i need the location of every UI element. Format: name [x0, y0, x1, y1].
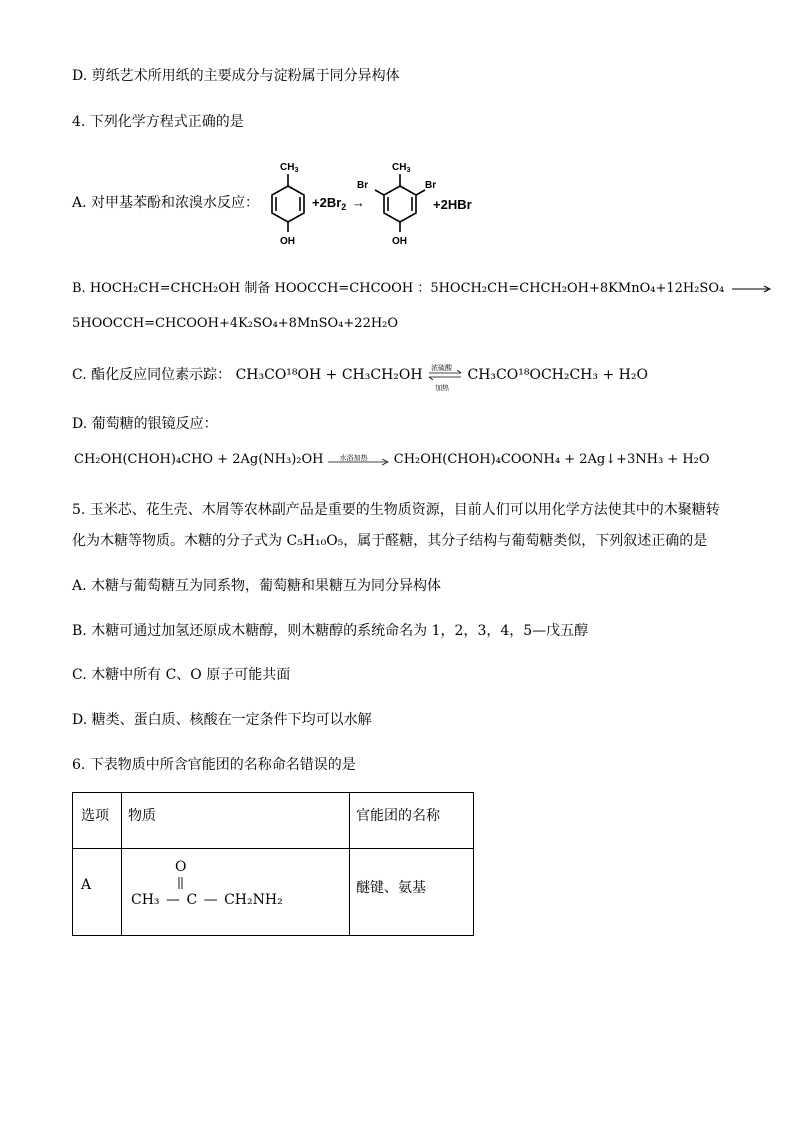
table-header-option: 选项 [81, 808, 109, 824]
q4-option-b-line1: B. HOCH₂CH=CHCH₂OH 制备 HOOCCH=CHCOOH ：5HOCH₂CH=CHCH₂OH+8KMnO₄+12H₂SO₄ [72, 279, 772, 299]
q4-option-a-product-hbr: +2HBr [433, 197, 472, 212]
carbonyl-oxygen: O [175, 859, 187, 875]
q4-option-d-equation: CH₂OH(CHOH)₄CHO + 2Ag(NH₃)₂OH 水浴加热 CH₂OH(CHOH)₄COONH₄ + 2Ag↓+3NH₃ + H₂O [74, 452, 710, 467]
q5-option-b: B. 木糖可通过加氢还原成木糖醇，则木糖醇的系统命名为 1，2，3，4，5—戊五醇 [72, 623, 589, 639]
condition-arrow-icon: 水浴加热 [328, 453, 390, 467]
table-header-substance: 物质 [128, 808, 156, 824]
q5-option-a: A. 木糖与葡萄糖互为同系物，葡萄糖和果糖互为同分异构体 [72, 578, 442, 594]
dibromo-cresol-structure [355, 156, 445, 248]
q5-option-d: D. 糖类、蛋白质、核酸在一定条件下均可以水解 [72, 712, 372, 728]
table-header-row [73, 793, 474, 849]
mol-label-ch3: $CH_3$ [280, 162, 299, 174]
q5-stem-line2: 化为木糖等物质。木糖的分子式为 C₅H₁₀O₅，属于醛糖，其分子结构与葡萄糖类似，下列叙述正确的是 [72, 533, 708, 549]
formula-main-chain: CH₃ — C — CH₂NH₂ [131, 892, 283, 908]
mol-label-oh: OH [280, 236, 295, 247]
q6-stem: 6. 下表物质中所含官能团的名称命名错误的是 [72, 757, 356, 773]
q5-option-c: C. 木糖中所有 C、O 原子可能共面 [72, 667, 291, 683]
q4-option-a-label: A. 对甲基苯酚和浓溴水反应： [72, 195, 260, 211]
q6-table [72, 792, 474, 936]
q4-option-b-line2: 5HOOCCH=CHCOOH+4K₂SO₄+8MnSO₄+22H₂O [72, 316, 399, 331]
mol2-label-oh: OH [392, 236, 407, 247]
mol2-label-br-left: Br [357, 180, 369, 191]
mol2-label-ch3: $CH_3$ [392, 162, 411, 174]
q4-stem: 4. 下列化学方程式正确的是 [72, 114, 244, 130]
table-header-group-name: 官能团的名称 [356, 808, 440, 824]
mol2-label-br-right: Br [425, 180, 437, 191]
q4-option-c: C. 酯化反应同位素示踪： CH₃CO¹⁸OH + CH₃CH₂OH 浓硫酸 加热 CH₃CO¹⁸OCH₂CH₃ + H₂O [72, 364, 648, 392]
q3-option-d: D. 剪纸艺术所用纸的主要成分与淀粉属于同分异构体 [72, 68, 400, 84]
q5-stem-line1: 5. 玉米芯、花生壳、木屑等农林副产品是重要的生物质资源，目前人们可以用化学方法使其中的木聚糖转 [72, 502, 720, 518]
table-cell-formula [122, 849, 349, 935]
double-bond-icon [176, 877, 186, 891]
table-cell-option: A [81, 877, 92, 893]
table-row [73, 849, 474, 936]
table-cell-group-name: 醚键、氨基 [356, 880, 426, 896]
q4-option-a-reagent: $+2Br_2$ → [312, 195, 365, 212]
long-arrow-icon [732, 284, 772, 294]
reversible-arrow-icon: 浓硫酸 加热 [427, 364, 463, 386]
q4-option-d-label: D. 葡萄糖的银镜反应： [72, 416, 218, 432]
